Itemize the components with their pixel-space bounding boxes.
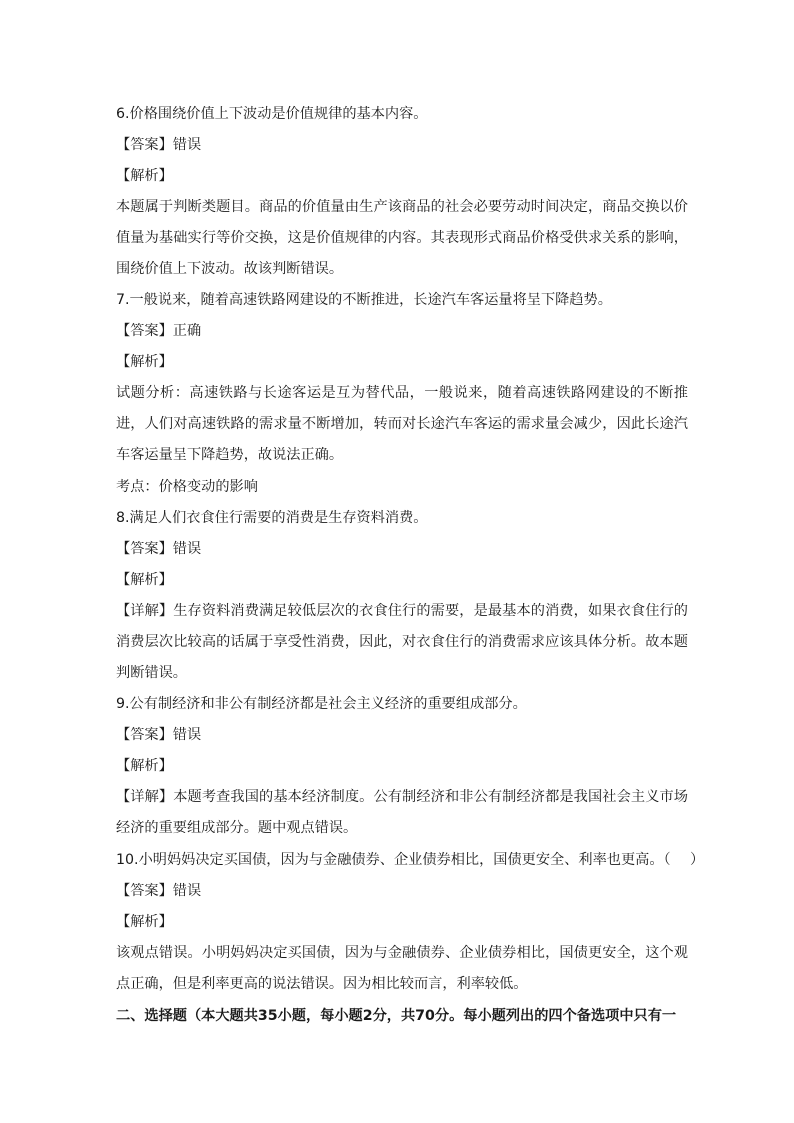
- question-8-stem: 8.满足人们衣食住行需要的消费是生存资料消费。: [116, 510, 428, 526]
- question-6-analysis-label: 【解析】: [116, 168, 173, 184]
- question-10-answer: 【答案】错误: [116, 883, 202, 899]
- question-7-stem: 7.一般说来，随着高速铁路网建设的不断推进，长途汽车客运量将呈下降趋势。: [116, 292, 612, 308]
- question-6-stem: 6.价格围绕价值上下波动是价值规律的基本内容。: [116, 106, 428, 122]
- question-8-answer: 【答案】错误: [116, 541, 202, 557]
- question-7-analysis-label: 【解析】: [116, 354, 173, 370]
- question-7-note: 考点：价格变动的影响: [116, 479, 258, 495]
- question-10-paren-close: ）: [690, 852, 705, 868]
- question-9-analysis-label: 【解析】: [116, 758, 173, 774]
- question-10-stem: 10.小明妈妈决定买国债，因为与金融债券、企业债券相比，国债更安全、利率也更高。（: [116, 852, 671, 868]
- question-7-analysis: 试题分析：高速铁路与长途客运是互为替代品，一般说来，随着高速铁路网建设的不断推进，人们对高速铁路的需求量不断增加，转而对长途汽车客运的需求量会减少，因此长途汽车客运量呈下降趋势，故说法正确。: [116, 385, 688, 463]
- question-9-stem: 9.公有制经济和非公有制经济都是社会主义经济的重要组成部分。: [116, 696, 527, 712]
- question-6-analysis: 本题属于判断类题目。商品的价值量由生产该商品的社会必要劳动时间决定，商品交换以价值量为基础实行等价交换，这是价值规律的内容。其表现形式商品价格受供求关系的影响，围绕价值上下波动。故该判断错误。: [116, 199, 688, 277]
- question-9-analysis: 【详解】本题考查我国的基本经济制度。公有制经济和非公有制经济都是我国社会主义市场经济的重要组成部分。题中观点错误。: [116, 789, 688, 836]
- question-6-answer: 【答案】错误: [116, 137, 202, 153]
- question-8-analysis-label: 【解析】: [116, 572, 173, 588]
- question-9-answer: 【答案】错误: [116, 727, 202, 743]
- question-7-answer: 【答案】正确: [116, 323, 202, 339]
- section-heading: 二、选择题（本大题共35小题，每小题2分，共70分。每小题列出的四个备选项中只有一: [116, 1008, 677, 1024]
- question-10-analysis-label: 【解析】: [116, 914, 173, 930]
- question-10-analysis: 该观点错误。小明妈妈决定买国债，因为与金融债券、企业债券相比，国债更安全，这个观点正确，但是利率更高的说法错误。因为相比较而言，利率较低。: [116, 945, 688, 992]
- question-8-analysis: 【详解】生存资料消费满足较低层次的衣食住行的需要，是最基本的消费，如果衣食住行的消费层次比较高的话属于享受性消费，因此，对衣食住行的消费需求应该具体分析。故本题判断错误。: [116, 603, 688, 681]
